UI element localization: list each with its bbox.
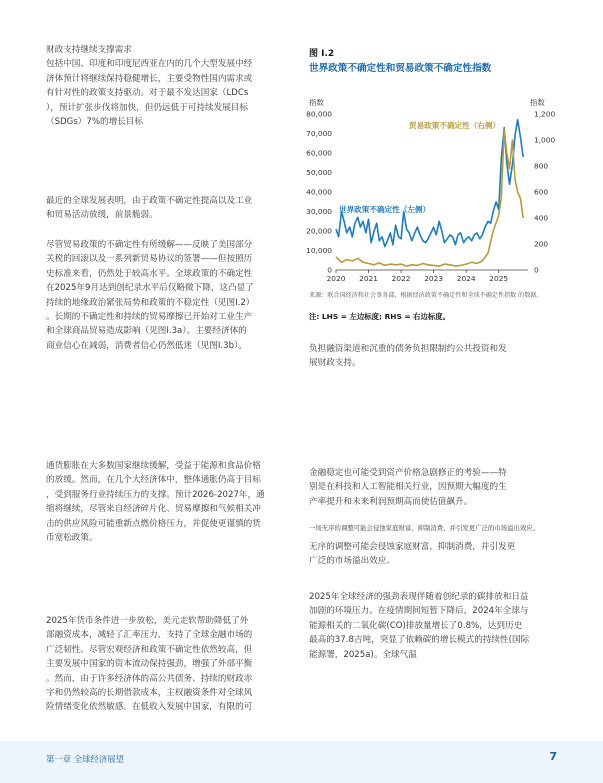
x-tick-label: 2023 xyxy=(424,274,444,283)
figure-label: 图 I.2 xyxy=(309,49,335,59)
x-tick-label: 2025 xyxy=(489,274,509,283)
right-tick-label: 1,200 xyxy=(534,109,556,119)
right-axis-title: 指数 xyxy=(530,98,545,107)
page-footer xyxy=(0,741,603,783)
left-tick-label: 60,000 xyxy=(306,148,332,158)
series-line-trade-policy-uncertainty xyxy=(336,130,523,267)
x-tick-label: 2024 xyxy=(456,274,476,283)
series-label-trade-policy: 贸易政策不确定性（右侧） xyxy=(409,121,501,130)
paragraph-global-developments: 最近的全球发展表明，由于政策不确定性提高以及工业 和贸易活动放缓，前景脆弱。 xyxy=(46,196,253,221)
x-tick-label: 2022 xyxy=(391,274,411,283)
figure-title: 世界政策不确定性和贸易政策不确定性指数 xyxy=(309,63,492,74)
left-tick-label: 50,000 xyxy=(306,168,332,177)
left-tick-label: 80,000 xyxy=(306,109,332,119)
series-line-world-policy-uncertainty xyxy=(336,120,523,247)
right-tick-label: 800 xyxy=(534,161,549,171)
paragraph-monetary-conditions: 2025年货币条件进一步放松，美元走软帮助降低了外 部融资成本，减轻了汇率压力，支持了全球金融市场的 广泛韧性。尽管宏观经济和政策不确定性依然较高，但 主要发展中国家的资本流动保持强劲，增强了外部平衡 。然而，由于许多经济体的高公共债务、持续的财政赤 字和仍然较高的长期借款成本，主权融资条件对全球风 险情绪变化依然敏感。在低收入发展中国家，有限的可 xyxy=(46,616,253,713)
series-label-world-policy: 世界政策不确定性（左侧） xyxy=(339,205,431,214)
left-tick-label: 0 xyxy=(327,265,332,275)
figure-source: 来源：联合国经济和社会事务部，根据经济政策不确定性和全球不确定性指数 的数据。 xyxy=(309,292,543,299)
paragraph-public-investment: 负担融资渠道和沉重的债务负担限制约公共投资和发 展财政支持。 xyxy=(309,344,507,369)
paragraph-fiscal-support: 财政支持继续支撑需求 包括中国、印度和印度尼西亚在内的几个大型发展中经 济体预计将继续保持稳健增长，主要受物性国内需求或 有针对性的政策支持驱动。对于最不发达国家（LDCs ），预计扩张步伐将加快，但仍远低于可持续发展目标 （SDGs）7%的增长目标 xyxy=(46,45,253,128)
right-tick-label: 400 xyxy=(534,213,549,223)
left-tick-label: 10,000 xyxy=(306,246,332,255)
left-tick-label: 40,000 xyxy=(306,187,332,197)
right-tick-label: 200 xyxy=(534,239,549,249)
paragraph-disorderly-adjustment: 无序的调整可能会侵蚀家庭财富，抑制消费，并引发更 广泛的市场溢出效应。 xyxy=(309,542,516,567)
paragraph-inflation: 通货膨胀在大多数国家继续缓解，受益于能源和食品价格 的放缓。然而，在几个大经济体中，整体通胀仍高于目标 ，受到服务行业持续压力的支撑。预计2026-2027年，通 缩将继续，尽管来自经济碎片化、贸易摩擦和气候相关冲 击的供应风险可能重新点燃价格压力，并促使更谨慎的货 币宽松政策。 xyxy=(46,461,265,544)
right-tick-label: 600 xyxy=(534,187,549,197)
left-tick-label: 70,000 xyxy=(306,129,332,138)
x-tick-label: 2020 xyxy=(326,274,346,283)
right-tick-label: 0 xyxy=(534,265,539,275)
page-number: 7 xyxy=(549,750,557,763)
right-tick-label: 1,000 xyxy=(534,135,556,145)
left-tick-label: 20,000 xyxy=(306,226,332,236)
paragraph-climate: 2025年全球经济的强劲表现伴随着创纪录的碳排放和日益 加剧的环境压力。在疫情期间短暂下降后，2024年全球与 能源相关的二氧化碳(CO)排放量增长了0.8%，达到历史 最高的37.8吉吨，突显了依赖碳的增长模式的持续性(国际 能源署，2025a)。全球气温 xyxy=(309,592,530,660)
paragraph-sharp-correction: 一场无序的调整可能会侵蚀家庭财富，抑制消费，并引发更广泛的市场溢出效应。 xyxy=(309,524,540,532)
left-axis-title: 指数 xyxy=(309,98,324,107)
x-tick-label: 2021 xyxy=(359,274,378,283)
figure-note: 注: LHS = 左边标度; RHS = 右边标度。 xyxy=(309,312,451,321)
left-tick-label: 30,000 xyxy=(306,207,332,216)
paragraph-financial-stability: 金融稳定也可能受到资产价格急剧修正的考验——特 别是在科技和人工智能相关行业，因预期大幅度的生 产率提升和未来利润预期高而使估值飙升。 xyxy=(309,468,507,507)
paragraph-trade-policy: 尽管贸易政策的不确定性有所缓解——反映了美国部分 关税的回滚以及一系列新贸易协议的签署——但按照历 史标准来看，仍然处于较高水平。全球政策的不确定性 在2025年9月达到创纪录水平后仅略微下降，这凸显了 持续的地缘政治紧张局势和政策的不稳定性（见图I.2） 。长期的不确定性和持续的贸易摩擦已开始对工业生产 和全球商品贸易造成影响（见图I.3a）。主要经济体的 商业信心在减弱，消费者信心仍然低迷（见图I.3b）。 xyxy=(46,240,255,351)
chapter-label: 第一章 全球经济展望 xyxy=(46,754,125,764)
